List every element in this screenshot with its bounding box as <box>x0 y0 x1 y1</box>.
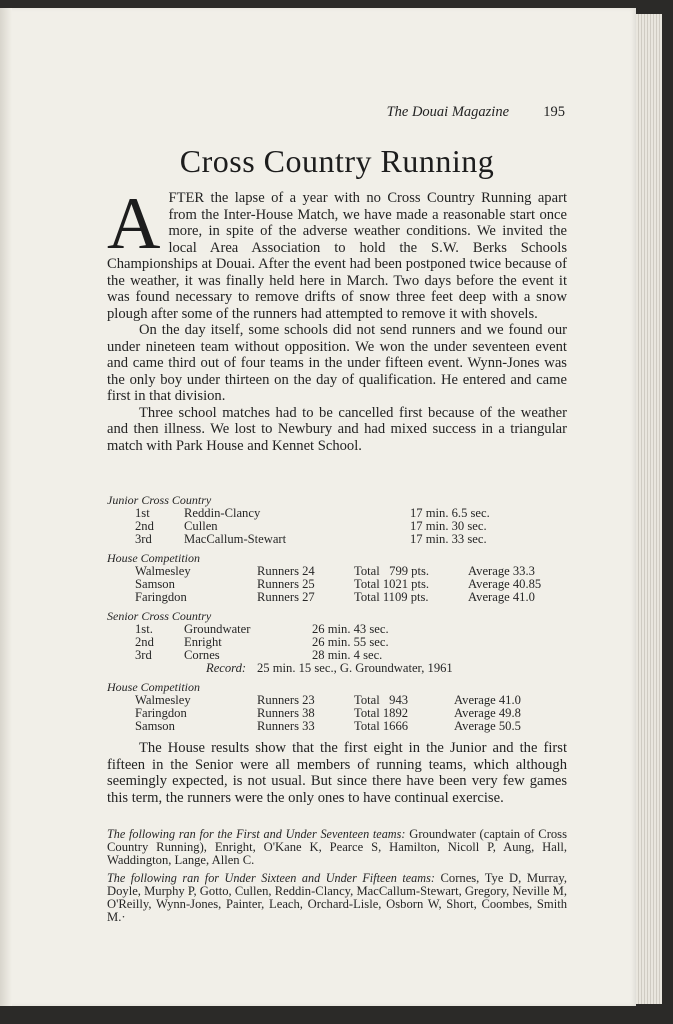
runners: Runners 25 <box>257 577 315 591</box>
time: 26 min. 43 sec. <box>312 622 389 636</box>
house-name: Faringdon <box>135 706 187 720</box>
place: 1st <box>135 506 150 520</box>
house-row <box>107 591 567 604</box>
running-header <box>107 104 567 124</box>
note-junior-teams <box>107 872 567 924</box>
average: Average 50.5 <box>454 719 521 733</box>
place: 3rd <box>135 648 152 662</box>
house-competition-heading-2: House Competition <box>107 680 200 694</box>
time: 17 min. 6.5 sec. <box>410 506 490 520</box>
runner-name: Cornes <box>184 648 220 662</box>
house-name: Faringdon <box>135 590 187 604</box>
junior-heading: Junior Cross Country <box>107 493 212 507</box>
total: Total 1021 pts. <box>354 577 430 591</box>
house-competition-heading: House Competition <box>107 551 200 565</box>
time: 17 min. 33 sec. <box>410 532 487 546</box>
runners: Runners 33 <box>257 719 315 733</box>
article-body <box>107 183 567 454</box>
junior-row <box>107 520 567 533</box>
results-section <box>107 494 567 733</box>
page-gutter <box>0 8 12 1006</box>
team-notes <box>107 828 567 929</box>
intro-paragraph <box>107 183 567 322</box>
note-2-text: Cornes, Tye D, Murray, Doyle, Murphy P, Gotto, Cullen, Reddin-Clancy, MacCallum-Stewart, Gregory, Neville M, O'Reilly, Wynn-Jones, Painter, Leach, Orchard-Lisle, Osborn W, Short, Coombes, Smith M.· <box>107 871 567 924</box>
junior-row <box>107 507 567 520</box>
runner-name: Reddin-Clancy <box>184 506 261 520</box>
place: 3rd <box>135 532 152 546</box>
note-1-text: Groundwater (captain of Cross Country Running), Enright, O'Kane K, Pearce S, Hamilton, Nicoll P, Aung, Hall, Waddington, Lange, Allen C. <box>107 827 567 867</box>
closing-paragraph: The House results show that the first eight in the Junior and the first fifteen in the Senior were all members of running teams, which although seemingly expected, is not usual. But since there have been very few games this term, the runners were the only ones to have continual exercise. <box>107 740 567 806</box>
paragraph-2: On the day itself, some schools did not send runners and we found our under nineteen team without opposition. We won the under seventeen event and came third out of four teams in the under fifteen event. Wynn-Jones was the only boy under thirteen on the day of qualification. He entered and came first in that division. <box>107 322 567 404</box>
runners: Runners 23 <box>257 693 315 707</box>
house-name: Samson <box>135 719 175 733</box>
record-label: Record: <box>206 661 247 675</box>
average: Average 40.85 <box>468 577 542 591</box>
note-1-heading: The following ran for the First and Under Seventeen teams: <box>107 827 406 841</box>
senior-heading: Senior Cross Country <box>107 609 212 623</box>
house-name: Walmesley <box>135 693 191 707</box>
closing-text <box>107 740 567 806</box>
total: Total 1892 <box>354 706 409 720</box>
page-edges <box>636 14 662 1004</box>
note-2-heading: The following ran for Under Sixteen and Under Fifteen teams: <box>107 871 435 885</box>
runners: Runners 38 <box>257 706 315 720</box>
paragraph-3: Three school matches had to be cancelled first because of the weather and then illness. We lost to Newbury and had mixed success in a triangular match with Park House and Kennet School. <box>107 404 567 454</box>
total: Total 1666 <box>354 719 409 733</box>
record-text: 25 min. 15 sec., G. Groundwater, 1961 <box>257 661 453 675</box>
total: Total 943 <box>354 693 409 707</box>
house-row <box>107 720 567 733</box>
note-first-teams <box>107 828 567 867</box>
article-title: Cross Country Running <box>179 143 495 179</box>
time: 26 min. 55 sec. <box>312 635 389 649</box>
runners: Runners 24 <box>257 564 315 578</box>
intro-text: FTER the lapse of a year with no Cross Country Running apart from the Inter-House Match, we have made a reasonable start once more, in spite of the adverse weather conditions. We invited the local Area Association to hold the S.W. Berks Schools Championships at Douai. After the event had been postponed twice because of the weather, it was finally held here in March. Two days before the event it was found necessary to remove drifts of snow three feet deep with a snow plough after some of the runners had attempted to remove it with shovels. <box>107 190 567 322</box>
house-name: Samson <box>135 577 175 591</box>
house-name: Walmesley <box>135 564 191 578</box>
time: 28 min. 4 sec. <box>312 648 383 662</box>
average: Average 41.0 <box>454 693 521 707</box>
drop-cap: A <box>107 183 161 265</box>
place: 1st. <box>135 622 153 636</box>
place: 2nd <box>135 519 154 533</box>
average: Average 49.8 <box>454 706 521 720</box>
junior-row <box>107 533 567 546</box>
page-number: 195 <box>543 104 565 120</box>
total: Total 1109 pts. <box>354 590 429 604</box>
average: Average 33.3 <box>468 564 535 578</box>
place: 2nd <box>135 635 154 649</box>
magazine-name: The Douai Magazine <box>386 104 509 120</box>
runner-name: Groundwater <box>184 622 251 636</box>
record-line <box>107 662 567 675</box>
runner-name: MacCallum-Stewart <box>184 532 287 546</box>
average: Average 41.0 <box>468 590 535 604</box>
total: Total 799 pts. <box>354 564 430 578</box>
runners: Runners 27 <box>257 590 315 604</box>
runner-name: Cullen <box>184 519 218 533</box>
runner-name: Enright <box>184 635 222 649</box>
time: 17 min. 30 sec. <box>410 519 487 533</box>
